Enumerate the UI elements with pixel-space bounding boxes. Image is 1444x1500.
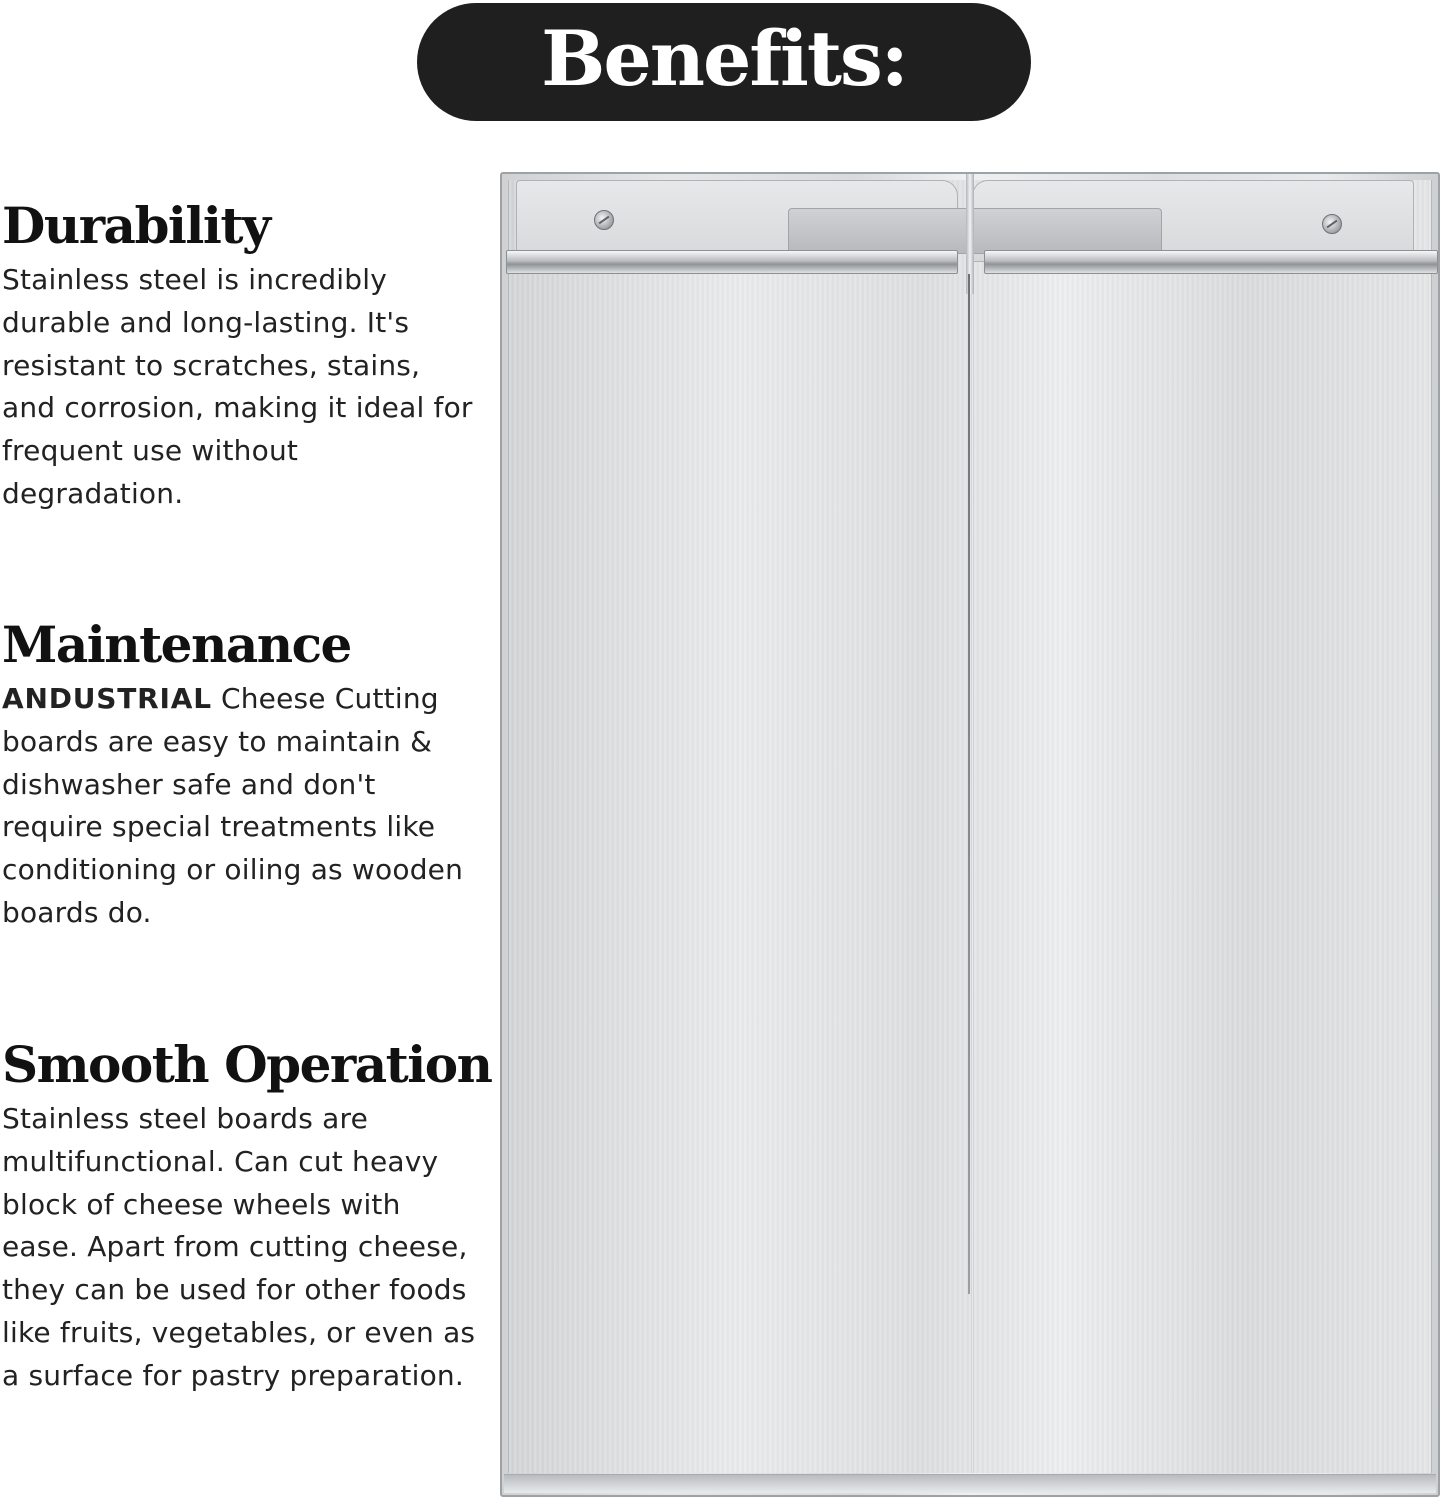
board-rail-left [506, 250, 958, 274]
brand-name: ANDUSTRIAL [2, 682, 212, 715]
maintenance-body: Cheese Cutting boards are easy to maintain & dishwasher safe and don't require special treatments like conditioning or oiling as wooden boards do. [2, 682, 464, 929]
maintenance-text [2, 678, 482, 935]
smooth-operation-text: Stainless steel boards are multifunctional. Can cut heavy block of cheese wheels with ease. Apart from cutting cheese, they can be used for other foods like fruits, vegetables, or even as a surface for pastry preparation. [2, 1102, 476, 1392]
benefit-durability [2, 195, 482, 516]
board-center-seam [971, 294, 974, 1473]
screw-icon [1322, 214, 1342, 234]
smooth-operation-heading: Smooth Operation [2, 1035, 492, 1094]
board-handle [788, 208, 1162, 254]
benefit-maintenance [2, 614, 482, 935]
benefits-header [417, 3, 1031, 121]
board-bottom-lip [504, 1474, 1436, 1493]
cutting-wire [968, 274, 970, 1294]
durability-text: Stainless steel is incredibly durable and long-lasting. It's resistant to scratches, stains, and corrosion, making it ideal for frequent use without degradation. [2, 263, 473, 510]
board-rail-right [984, 250, 1438, 274]
maintenance-heading: Maintenance [2, 615, 351, 674]
stainless-steel-board-image [500, 172, 1440, 1497]
benefit-smooth-operation [2, 1034, 492, 1398]
board-surface [508, 180, 1432, 1473]
benefits-title: Benefits: [541, 14, 907, 103]
durability-heading: Durability [2, 196, 270, 255]
screw-icon [594, 210, 614, 230]
